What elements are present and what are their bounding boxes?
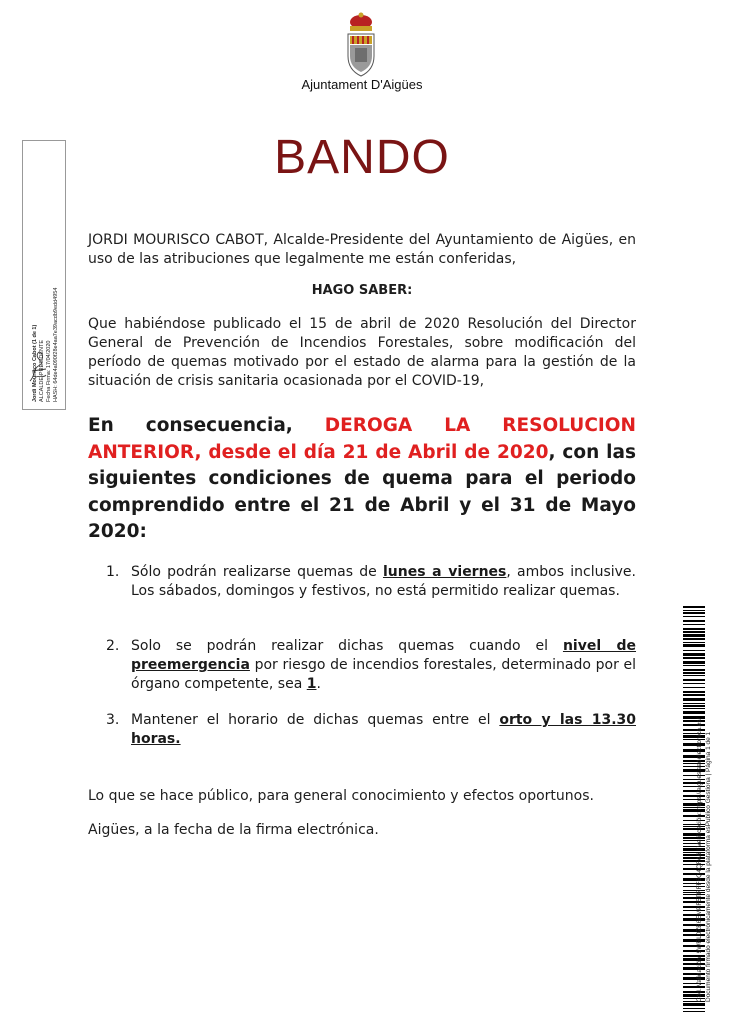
list-item-emphasis: nivel de preemergencia [131,638,637,673]
intro-paragraph: JORDI MOURISCO CABOT, Alcalde-Presidente del Ayuntamiento de Aigües, en uso de las atribuciones que legalmente me están conferidas, [88,232,636,267]
list-item-text: , ambos inclusive. Los sábados, domingos y festivos, no está permitido realizar quemas. [131,564,637,599]
lead-statement [88,413,636,546]
page-title: BANDO [274,131,450,184]
resolution-paragraph: Que habiéndose publicado el 15 de abril de 2020 Resolución del Director General de Prevención de Incendios Forestales, sobre modificación del período de quemas motivado por el estado de alarma para la gestión de la situación de crisis sanitaria ocasionada por el COVID-19, [88,316,636,389]
list-item-emphasis: lunes a viernes [382,564,507,580]
lead-part-1: En consecuencia, [88,415,325,436]
list-item-text: . [316,676,321,692]
verification-code: Cód. Validación: 9WRL0ZE6EMPF5TRFF6Q4QFA6 | Verificación: https://aigues.sedelectronica.es/ [696,717,703,1002]
signer-role: ALCALDE-PRESIDENTE [39,339,45,402]
list-item [106,711,636,749]
list-item-text: Solo se podrán realizar dichas quemas cuando el [131,638,563,654]
list-item-number: 1. [106,564,120,580]
list-item-number: 3. [106,712,120,728]
closing-paragraph: Lo que se hace público, para general conocimiento y efectos oportunos. [88,788,594,804]
list-item [106,637,636,694]
hago-saber-heading: HAGO SABER: [311,283,413,298]
sign-hash: HASH: 64de4a090f28e4aa7e39acdb9edd4954 [53,287,59,402]
list-item-text: por riesgo de incendios forestales, determinado por el órgano competente, sea [131,657,636,692]
verification-text [695,582,713,1002]
list-item-text: Sólo podrán realizarse quemas de [131,564,383,580]
list-item-number: 2. [106,638,120,654]
signer-name: Jordi Mourisco Cabot (1 de 1) [32,324,38,402]
list-item-emphasis: 1 [306,676,317,692]
handwritten-signature [26,345,50,385]
list-item-text: Mantener el horario de dichas quemas entre el [131,712,500,728]
verification-platform: Documento firmado electrónicamente desde la plataforma esPublico Gestiona | Página 1 de 1 [705,731,712,1002]
organization-name: Ajuntament D'Aigües [301,77,423,92]
coat-of-arms-icon [344,12,378,78]
closing-place-date: Aigües, a la fecha de la firma electrónica. [88,822,379,838]
list-item [106,563,636,601]
lead-part-3: , con las siguientes condiciones de quema para el periodo comprendido entre el 21 de Abril y el 31 de Mayo 2020: [88,441,636,542]
sign-date: Fecha Firma: 17/04/2020 [46,340,52,402]
list-item-emphasis: orto y las 13.30 horas. [131,712,636,747]
lead-part-red: DEROGA LA RESOLUCION ANTERIOR, desde el día 21 de Abril de 2020 [88,415,636,463]
